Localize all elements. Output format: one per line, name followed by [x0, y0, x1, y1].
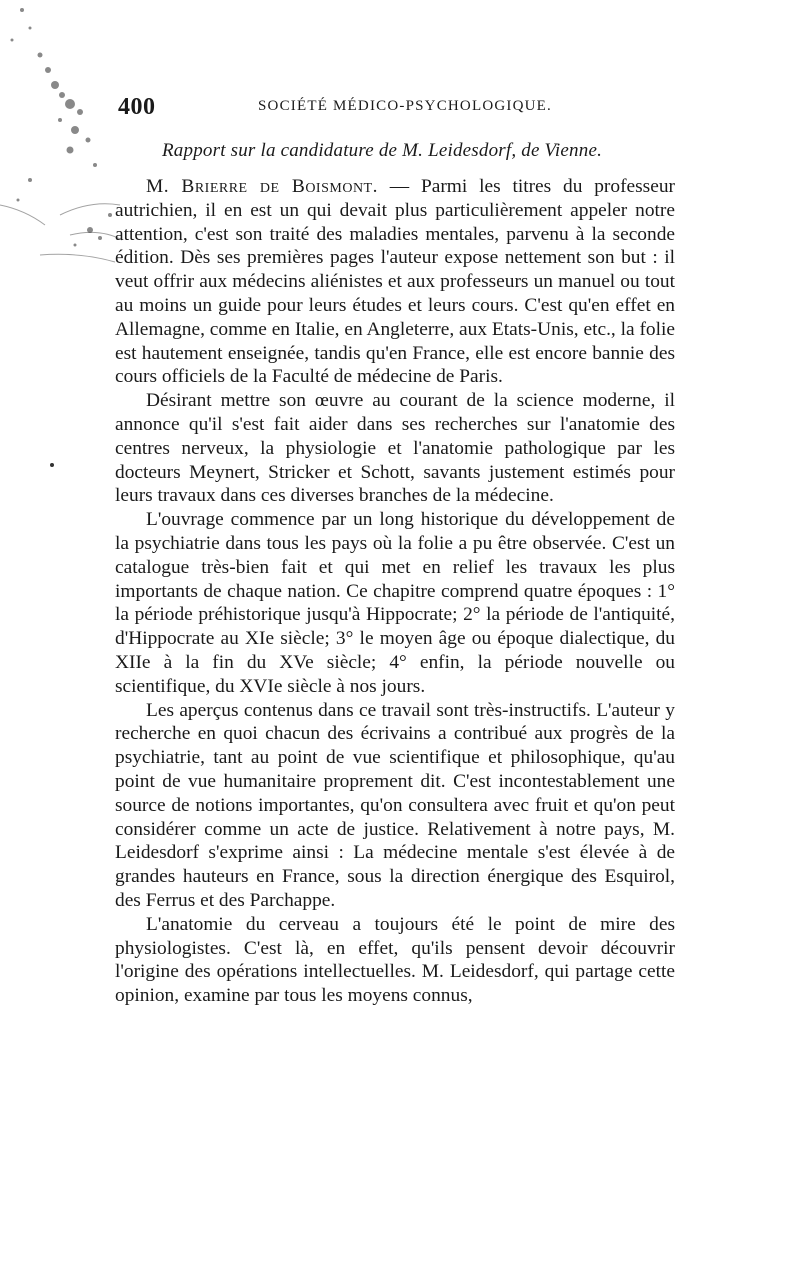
speaker-name: M. Brierre de Boismont.	[146, 176, 378, 197]
page-number: 400	[118, 94, 156, 120]
paragraph: Désirant mettre son œuvre au courant de la science moderne, il annonce qu'il s'est fait aider dans ses recherches sur l'anatomie des centres nerveux, la physiologie et l'anatomie pathologique par les docteurs Meynert, Stricker et Schott, savants justement estimés pour leurs travaux dans ces diverses branches de la médecine.	[115, 390, 675, 507]
paragraph: L'anatomie du cerveau a toujours été le point de mire des physiologistes. C'est là, en effet, qu'ils pensent devoir découvrir l'origine des opérations intellectuelles. M. Leidesdorf, qui partage cette opinion, examine par tous les moyens connus,	[115, 913, 675, 1007]
paragraph: L'ouvrage commence par un long historique du développement de la psychiatrie dans tous les pays où la folie a pu être observée. C'est un catalogue très-bien fait et qui met en relief les travaux les plus importants de chaque nation. Ce chapitre comprend quatre époques : 1° la période préhistorique jusqu'à Hippocrate; 2° la période de l'antiquité, d'Hippocrate au XIe siècle; 3° le moyen âge ou époque dialectique, du XIIe à la fin du XVe siècle; 4° enfin, la période nouvelle ou scientifique, du XVIe siècle à nos jours.	[115, 509, 675, 697]
paragraph-text: — Parmi les titres du professeur autrichien, il en est un qui devait plus particulièrement appeler notre attention, c'est son traité des maladies mentales, parvenu à la seconde édition. Dès ses premières pages l'auteur expose nettement son but : il veut offrir aux médecins aliénistes et aux professeurs un manuel ou tout au moins un guide pour leurs études et leurs cours. C'est qu'en effet en Allemagne, comme en Italie, en Angleterre, aux Etats-Unis, etc., la folie est hautement enseignée, tandis qu'en France, elle est encore bannie des cours officiels de la Faculté de médecine de Paris.	[115, 176, 675, 388]
section-title: Rapport sur la candidature de M. Leidesdorf, de Vienne.	[162, 140, 603, 161]
body-text	[115, 175, 675, 1008]
paragraph	[115, 175, 675, 389]
paragraph: Les aperçus contenus dans ce travail sont très-instructifs. L'auteur y recherche en quoi chacun des écrivains a contribué aux progrès de la psychiatrie, tant au point de vue scientifique et philosophique, qu'au point de vue humanitaire proprement dit. C'est incontestablement une source de notions importantes, qu'on consultera avec fruit et qu'on peut considérer comme un acte de justice. Relativement à notre pays, M. Leidesdorf s'exprime ainsi : La médecine mentale s'est élevée à de grandes hauteurs en France, sous la direction énergique des Esquirol, des Ferrus et des Parchappe.	[115, 699, 675, 911]
margin-dot	[50, 463, 54, 467]
page-header	[118, 94, 678, 124]
running-head: SOCIÉTÉ MÉDICO-PSYCHOLOGIQUE.	[258, 98, 552, 114]
